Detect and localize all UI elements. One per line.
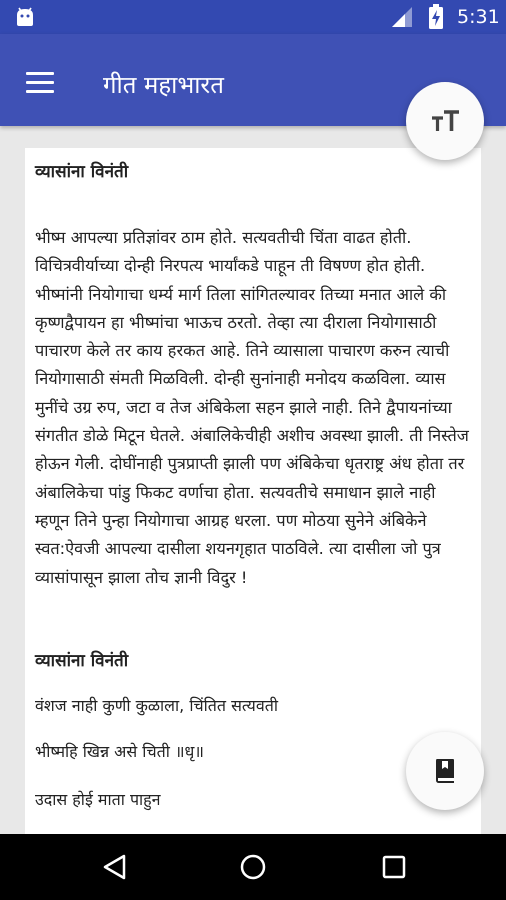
app-title: गीत महाभारत <box>103 71 224 99</box>
book-icon <box>434 758 456 784</box>
text-size-icon <box>430 110 460 132</box>
back-icon[interactable] <box>102 854 128 880</box>
song-heading: व्यासांना विनंती <box>35 651 129 671</box>
recent-apps-icon[interactable] <box>381 854 407 880</box>
battery-charging-icon <box>428 4 444 30</box>
text-size-button[interactable] <box>406 82 484 160</box>
hamburger-menu-icon[interactable] <box>26 72 54 92</box>
article-card <box>25 148 481 834</box>
status-time: 5:31 <box>457 6 500 28</box>
verse-line-3: उदास होई माता पाहुन <box>35 790 161 809</box>
home-icon[interactable] <box>239 853 267 881</box>
status-bar <box>0 0 506 34</box>
book-button[interactable] <box>406 732 484 810</box>
android-notification-icon <box>14 7 36 27</box>
article-heading: व्यासांना विनंती <box>35 162 129 182</box>
verse-line-2: भीष्महि खिन्न असे चिती ॥धृ॥ <box>35 742 204 761</box>
verse-line-1: वंशज नाही कुणी कुळाला, चिंतित सत्यवती <box>35 696 278 715</box>
article-paragraph: भीष्म आपल्या प्रतिज्ञांवर ठाम होते. सत्यवतीची चिंता वाढत होती. विचित्रवीर्याच्या दोन्ही निरपत्य भार्यांकडे पाहून ती विषण्ण होत होती. भीष्मांनी नियोगाचा धर्म्य मार्ग तिला सांगितल्यावर तिच्या मनात आले की कृष्णद्वैपायन हा भीष्मांचा भाऊच ठरतो. तेव्हा त्या दीराला नियोगासाठी पाचारण केले तर काय हरकत आहे. तिने व्यासाला पाचारण करुन त्याची नियोगासाठी संमती मिळविली. दोन्ही सुनांनाही मनोदय कळविला. व्यास मुनींचे उग्र रुप, जटा व तेज अंबिकेला सहन झाले नाही. तिने द्वैपायनांच्या संगतीत डोळे मिटून घेतले. अंबालिकेचीही अशीच अवस्था झाली. ती निस्तेज होऊन गेली. दोघींनाही पुत्रप्राप्ती झाली पण अंबिकेचा धृतराष्ट्र अंध होता तर अंबालिकेचा पांडु फिकट वर्णाचा होता. सत्यवतीचे समाधान झाले नाही म्हणून तिने पुन्हा नियोगाचा आग्रह धरला. पण मोठया सुनेने अंबिकेने स्वत:ऐवजी आपल्या दासीला शयनगृहात पाठविले. त्या दासीला जो पुत्र व्यासांपासून झाला तोच ज्ञानी विदुर ! <box>35 228 469 587</box>
navigation-bar <box>0 834 506 900</box>
cell-signal-icon <box>390 6 414 28</box>
